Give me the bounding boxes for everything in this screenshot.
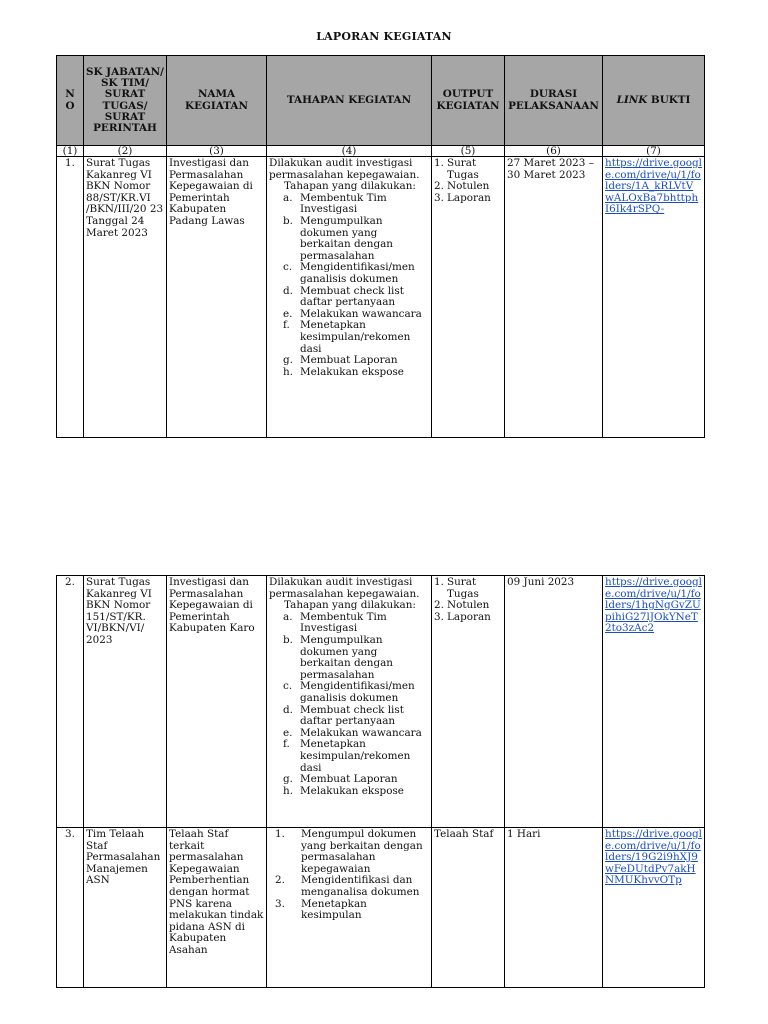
row-nama-kegiatan: Investigasi dan Permasalahan Kepegawaian di Pemerintah Kabupaten Padang Lawas bbox=[167, 157, 267, 438]
list-item: f. Menetapkan kesimpulan/rekomen dasi bbox=[283, 319, 411, 355]
table-row bbox=[57, 576, 705, 828]
list-item: 1. Mengumpul dokumen yang berkaitan dengan permasalahan kepegawaian bbox=[275, 828, 423, 875]
row-nama-kegiatan: Telaah Staf terkait permasalahan Kepegawaian Pemberhentian dengan hormat PNS karena melakukan tindak pidana ASN di Kabupaten Asahan bbox=[167, 828, 267, 988]
activity-table-page-1 bbox=[56, 55, 705, 438]
list-item: c. Mengidentifikasi/men ganalisis dokumen bbox=[283, 680, 415, 704]
header-durasi-pelaksanaan: DURASI PELAKSANAAN bbox=[505, 56, 603, 146]
row-link-cell bbox=[603, 157, 705, 438]
list-item: e. Melakukan wawancara bbox=[283, 307, 422, 320]
tahapan-intro: Dilakukan audit investigasi permasalahan kepegawaian. bbox=[269, 157, 420, 181]
row-output bbox=[432, 157, 505, 438]
page-title: LAPORAN KEGIATAN bbox=[316, 30, 452, 43]
list-item: 1. Surat Tugas bbox=[434, 576, 479, 600]
output-list bbox=[434, 158, 502, 204]
row-nama-kegiatan: Investigasi dan Permasalahan Kepegawaian di Pemerintah Kabupaten Karo bbox=[167, 576, 267, 828]
list-item: e. Melakukan wawancara bbox=[283, 726, 422, 739]
list-item: 2. Notulen bbox=[434, 599, 490, 612]
col-number: (1) bbox=[57, 146, 84, 157]
tahapan-intro-2: Tahapan yang dilakukan: bbox=[284, 180, 416, 193]
activity-table-page-2 bbox=[56, 575, 705, 988]
row-sk: Tim Telaah Staf Permasalahan Manajemen ASN bbox=[84, 828, 167, 988]
row-number: 1. bbox=[57, 157, 84, 438]
header-output-kegiatan: OUTPUT KEGIATAN bbox=[432, 56, 505, 146]
list-item: b. Mengumpulkan dokumen yang berkaitan dengan permasalahan bbox=[283, 633, 393, 681]
header-sk: SK JABATAN/ SK TIM/ SURAT TUGAS/ SURAT PERINTAH bbox=[84, 56, 167, 146]
col-number: (2) bbox=[84, 146, 167, 157]
row-durasi: 1 Hari bbox=[505, 828, 603, 988]
list-item: b. Mengumpulkan dokumen yang berkaitan dengan permasalahan bbox=[283, 214, 393, 262]
row-tahapan bbox=[267, 157, 432, 438]
row-tahapan bbox=[267, 828, 432, 988]
table-row bbox=[57, 157, 705, 438]
col-number: (4) bbox=[267, 146, 432, 157]
row-output bbox=[432, 576, 505, 828]
link-bukti[interactable]: https://drive.google.com/drive/u/1/folders/19G2i9hXJ9wFeDUtdPv7akHNMUKhvvOTp bbox=[605, 828, 702, 887]
tahapan-steps bbox=[269, 612, 429, 798]
col-number: (6) bbox=[505, 146, 603, 157]
row-number: 2. bbox=[57, 576, 84, 828]
tahapan-steps bbox=[269, 829, 429, 922]
row-number: 3. bbox=[57, 828, 84, 988]
row-sk: Surat Tugas Kakanreg VI BKN Nomor 151/ST/KR. VI/BKN/VI/ 2023 bbox=[84, 576, 167, 828]
list-item: 3. Laporan bbox=[434, 610, 491, 623]
list-item: d. Membuat check list daftar pertanyaan bbox=[283, 703, 404, 728]
header-nama-kegiatan: NAMA KEGIATAN bbox=[167, 56, 267, 146]
row-tahapan bbox=[267, 576, 432, 828]
header-no: N O bbox=[57, 56, 84, 146]
output-list bbox=[434, 577, 502, 623]
header-link-bukti: LINK BUKTI bbox=[603, 56, 705, 146]
row-link-cell bbox=[603, 576, 705, 828]
row-durasi: 09 Juni 2023 bbox=[505, 576, 603, 828]
list-item: 2. Notulen bbox=[434, 180, 490, 193]
col-number: (7) bbox=[603, 146, 705, 157]
list-item: h. Melakukan ekspose bbox=[283, 784, 404, 797]
list-item: c. Mengidentifikasi/men ganalisis dokumen bbox=[283, 261, 415, 285]
list-item: 3. Laporan bbox=[434, 191, 491, 204]
list-item: 2. Mengidentifikasi dan menganalisa dokumen bbox=[275, 874, 420, 898]
tahapan-steps bbox=[269, 193, 429, 379]
tahapan-intro: Dilakukan audit investigasi permasalahan kepegawaian. bbox=[269, 576, 420, 600]
list-item: 1. Surat Tugas bbox=[434, 157, 479, 181]
link-bukti[interactable]: https://drive.google.com/drive/u/1/folders/1A_kRLVtVwALOxBa7bhttphI6Ik4rSPQ- bbox=[605, 157, 702, 216]
header-tahapan-kegiatan: TAHAPAN KEGIATAN bbox=[267, 56, 432, 146]
row-sk: Surat Tugas Kakanreg VI BKN Nomor 88/ST/KR.VI /BKN/III/20 23 Tanggal 24 Maret 2023 bbox=[84, 157, 167, 438]
list-item: d. Membuat check list daftar pertanyaan bbox=[283, 284, 404, 309]
link-bukti[interactable]: https://drive.google.com/drive/u/1/folders/1hgNgGvZUpihiG27lJOkYNeT2to3zAc2 bbox=[605, 576, 702, 635]
tahapan-intro-2: Tahapan yang dilakukan: bbox=[284, 599, 416, 612]
list-item: h. Melakukan ekspose bbox=[283, 365, 404, 378]
list-item: a. Membentuk Tim Investigasi bbox=[283, 610, 387, 635]
column-number-row bbox=[57, 146, 705, 157]
list-item: 3. Menetapkan kesimpulan bbox=[275, 897, 367, 922]
table-header-row bbox=[57, 56, 705, 146]
table-row bbox=[57, 828, 705, 988]
col-number: (5) bbox=[432, 146, 505, 157]
list-item: a. Membentuk Tim Investigasi bbox=[283, 191, 387, 216]
list-item: g. Membuat Laporan bbox=[283, 773, 398, 786]
row-link-cell bbox=[603, 828, 705, 988]
list-item: f. Menetapkan kesimpulan/rekomen dasi bbox=[283, 738, 411, 774]
row-durasi: 27 Maret 2023 – 30 Maret 2023 bbox=[505, 157, 603, 438]
list-item: g. Membuat Laporan bbox=[283, 354, 398, 367]
col-number: (3) bbox=[167, 146, 267, 157]
row-output: Telaah Staf bbox=[432, 828, 505, 988]
